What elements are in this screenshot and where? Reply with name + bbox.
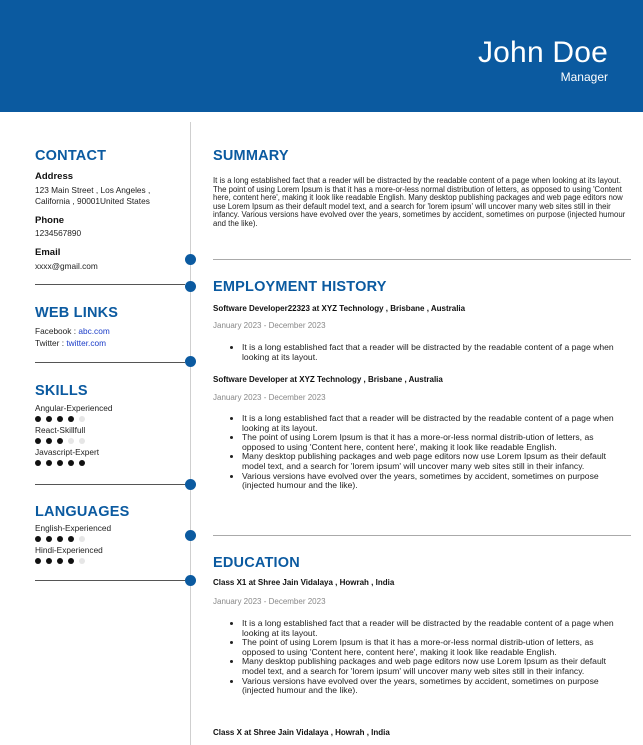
skill-rating <box>35 460 85 466</box>
education-heading: Class X at Shree Jain Vidalaya , Howrah , India <box>213 728 390 737</box>
job-heading: Software Developer at XYZ Technology , Brisbane , Australia <box>213 375 443 384</box>
rating-dot <box>68 416 74 422</box>
rating-dot <box>35 558 41 564</box>
rating-dot <box>35 460 41 466</box>
timeline-dot <box>185 530 196 541</box>
facebook-row <box>35 326 110 337</box>
rating-dot <box>35 438 41 444</box>
list-item: • Many desktop publishing packages and web page editors now use Lorem Ipsum as their default model text, and a search for 'lorem ipsum' will uncover many web sites still in their infancy. <box>242 657 617 676</box>
contact-title: CONTACT <box>35 148 107 164</box>
address-line-2: California , 90001United States <box>35 196 150 206</box>
rating-dot <box>57 416 63 422</box>
person-name: John Doe <box>477 36 608 69</box>
list-item: • Various versions have evolved over the years, sometimes by accident, sometimes on purpose (injected humour and the like). <box>242 677 617 696</box>
rating-dot <box>68 536 74 542</box>
list-item: • Various versions have evolved over the years, sometimes by accident, sometimes on purpose (injected humour and the like). <box>242 472 617 491</box>
education-title: EDUCATION <box>213 555 300 571</box>
rating-dot <box>46 438 52 444</box>
rating-dot <box>46 416 52 422</box>
section-divider <box>35 362 185 363</box>
facebook-link[interactable]: abc.com <box>78 326 110 336</box>
section-divider <box>35 284 185 285</box>
rating-dot <box>68 438 74 444</box>
phone-label: Phone <box>35 215 65 226</box>
list-item: • It is a long established fact that a reader will be distracted by the readable content of a page when looking at its layout. <box>242 343 617 362</box>
rating-dot <box>79 438 85 444</box>
rating-dot <box>46 558 52 564</box>
twitter-label: Twitter : <box>35 338 65 348</box>
section-divider <box>213 259 631 260</box>
skill-rating <box>35 438 85 444</box>
rating-dot <box>79 536 85 542</box>
education-heading: Class X1 at Shree Jain Vidalaya , Howrah , India <box>213 578 395 587</box>
timeline-dot <box>185 479 196 490</box>
twitter-row <box>35 338 106 349</box>
timeline-dot <box>185 575 196 586</box>
timeline-line <box>190 122 191 745</box>
facebook-label: Facebook : <box>35 326 77 336</box>
employment-title: EMPLOYMENT HISTORY <box>213 279 387 295</box>
rating-dot <box>46 536 52 542</box>
list-item: • Many desktop publishing packages and web page editors now use Lorem Ipsum as their default model text, and a search for 'lorem ipsum' will uncover many web sites still in their infancy. <box>242 452 617 471</box>
list-item: • It is a long established fact that a reader will be distracted by the readable content of a page when looking at its layout. <box>242 414 617 433</box>
rating-dot <box>57 536 63 542</box>
section-divider <box>35 580 185 581</box>
rating-dot <box>46 460 52 466</box>
languages-title: LANGUAGES <box>35 504 130 520</box>
section-divider <box>35 484 185 485</box>
twitter-link[interactable]: twitter.com <box>66 338 107 348</box>
list-item: • The point of using Lorem Ipsum is that it has a more-or-less normal distrib-ution of letters, as opposed to using 'Content here, content here', making it look like readable English. <box>242 638 617 657</box>
summary-text: It is a long established fact that a reader will be distracted by the readable content of a page when looking at its layout. The point of using Lorem Ipsum is that it has a more-or-less normal distribution of letters, as opposed to using 'Content here, content here', making it look like readable English. Many desktop publishing packages and web page editors now use Lorem Ipsum as their default model text, and a search for 'lorem ipsum' will uncover many web sites still in their infancy. Various versions have evolved over the years, sometimes by accident, sometimes on purpose (injected humour and the like). <box>213 176 626 228</box>
timeline-dot <box>185 254 196 265</box>
job-dates: January 2023 - December 2023 <box>213 321 326 330</box>
skill-name: Javascript-Expert <box>35 447 100 457</box>
rating-dot <box>35 536 41 542</box>
rating-dot <box>79 460 85 466</box>
rating-dot <box>79 558 85 564</box>
person-role: Manager <box>560 70 608 84</box>
rating-dot <box>57 558 63 564</box>
language-name: English-Experienced <box>35 523 112 533</box>
job-heading: Software Developer22323 at XYZ Technology , Brisbane , Australia <box>213 304 466 313</box>
timeline-dot <box>185 356 196 367</box>
language-rating <box>35 536 85 542</box>
skills-title: SKILLS <box>35 383 88 399</box>
job-dates: January 2023 - December 2023 <box>213 393 326 402</box>
language-name: Hindi-Experienced <box>35 545 103 555</box>
address-line-1: 123 Main Street , Los Angeles , <box>35 185 151 195</box>
rating-dot <box>79 416 85 422</box>
rating-dot <box>57 460 63 466</box>
rating-dot <box>57 438 63 444</box>
job-bullets <box>230 343 617 362</box>
address-label: Address <box>35 171 74 182</box>
web-links-title: WEB LINKS <box>35 305 119 321</box>
skill-rating <box>35 416 85 422</box>
resume-header <box>0 0 643 112</box>
education-dates: January 2023 - December 2023 <box>213 597 326 606</box>
skill-name: React-Skillfull <box>35 425 86 435</box>
list-item: • It is a long established fact that a reader will be distracted by the readable content of a page when looking at its layout. <box>242 619 617 638</box>
email-label: Email <box>35 247 61 258</box>
email-value: xxxx@gmail.com <box>35 261 98 271</box>
language-rating <box>35 558 85 564</box>
summary-title: SUMMARY <box>213 148 289 164</box>
timeline-dot <box>185 281 196 292</box>
rating-dot <box>35 416 41 422</box>
rating-dot <box>68 558 74 564</box>
skill-name: Angular-Experienced <box>35 403 113 413</box>
rating-dot <box>68 460 74 466</box>
education-bullets <box>230 619 617 696</box>
phone-value: 1234567890 <box>35 228 82 238</box>
job-bullets <box>230 414 617 491</box>
list-item: • The point of using Lorem Ipsum is that it has a more-or-less normal distrib-ution of letters, as opposed to using 'Content here, content here', making it look like readable English. <box>242 433 617 452</box>
section-divider <box>213 535 631 536</box>
